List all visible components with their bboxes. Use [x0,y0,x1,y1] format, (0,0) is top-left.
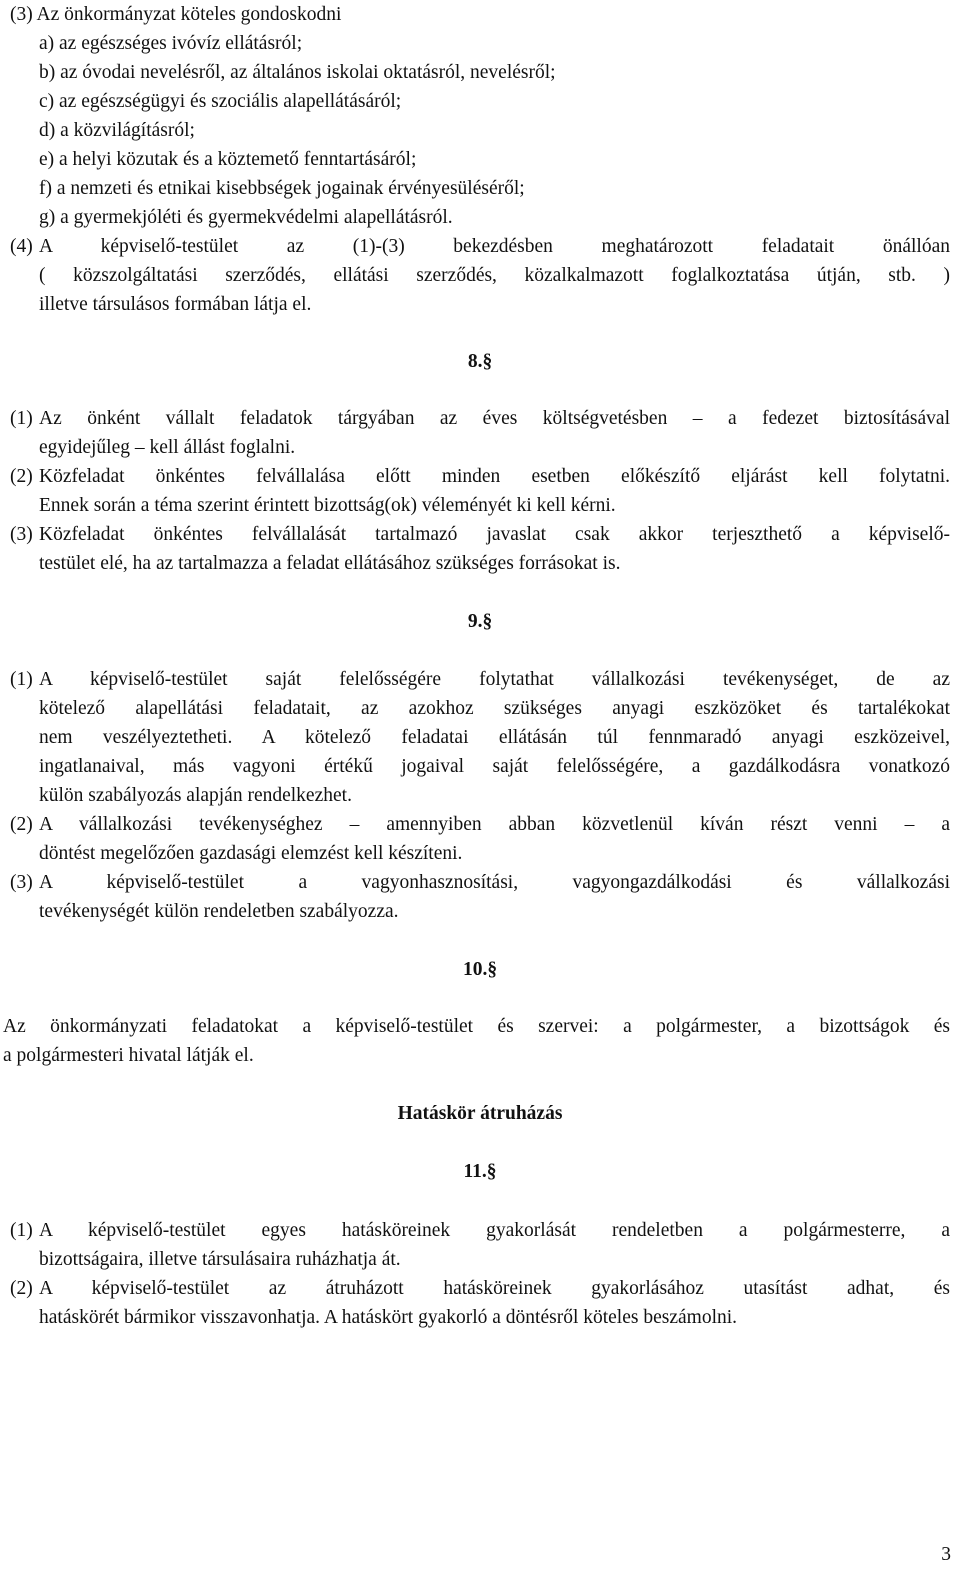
s8-paragraph-2-line-2: Ennek során a téma szerint érintett bizottság(ok) véleményét ki kell kérni. [39,495,616,516]
paragraph-4-line-3: illetve társulásos formában látja el. [39,294,312,315]
s8-paragraph-3: (3) Közfeladat önkéntes felvállalását tartalmazó javaslat csak akkor terjeszthető a képviselő- [10,524,950,545]
s10-paragraph: Az önkormányzati feladatokat a képviselő-testület és szervei: a polgármester, a bizottságok és [3,1016,950,1037]
paragraph-4: (4) A képviselő-testület az (1)-(3) bekezdésben meghatározott feladatait önállóan [10,236,950,257]
s9-paragraph-2-line-2: döntést megelőzően gazdasági elemzést kell készíteni. [39,843,463,864]
s9-paragraph-1-line-2: kötelező alapellátási feladatait, az azokhoz szükséges anyagi eszközöket és tartalékokat [39,698,950,719]
s9-paragraph-1: (1) A képviselő-testület saját felelősségére folytathat vállalkozási tevékenységet, de az [10,669,950,690]
page-number: 3 [941,1544,951,1565]
s11-paragraph-2: (2) A képviselő-testület az átruházott hatásköreinek gyakorlásához utasítást adhat, és [10,1278,950,1299]
section-11-title: 11.§ [463,1161,497,1182]
s10-paragraph-line-2: a polgármesteri hivatal látják el. [3,1045,254,1066]
s9-paragraph-3: (3) A képviselő-testület a vagyonhasznosítási, vagyongazdálkodási és vállalkozási [10,872,950,893]
s11-paragraph-2-line-2: hatáskörét bármikor visszavonhatja. A hatáskört gyakorló a döntésről köteles beszámolni. [39,1307,738,1328]
s11-paragraph-1-line-2: bizottságaira, illetve társulásaira ruházhatja át. [39,1249,401,1270]
subheading-hataskor-atruhazas: Hatáskör átruházás [397,1103,563,1124]
section-10-title: 10.§ [462,959,498,980]
s8-paragraph-1-line-2: egyidejűleg – kell állást foglalni. [39,437,296,458]
list-item-f: f) a nemzeti és etnikai kisebbségek jogainak érvényesüléséről; [39,178,525,199]
s9-paragraph-1-line-4: ingatlanaival, más vagyoni értékű jogaival saját felelősségére, a gazdálkodásra vonatkozó [39,756,950,777]
list-item-d: d) a közvilágításról; [39,120,195,141]
section-9-title: 9.§ [467,611,493,632]
s9-paragraph-1-line-3: nem veszélyeztetheti. A kötelező feladatai ellátásán túl fennmaradó anyagi eszközeivel, [39,727,950,748]
s9-paragraph-3-line-2: tevékenységét külön rendeletben szabályozza. [39,901,399,922]
section-sign: § [486,1161,497,1182]
section-sign: § [482,351,493,372]
list-item-a: a) az egészséges ivóvíz ellátásról; [39,33,303,54]
s8-paragraph-1: (1) Az önként vállalt feladatok tárgyában az éves költségvetésben – a fedezet biztosításával [10,408,950,429]
section-sign: § [482,611,493,632]
paragraph-4-line-2: ( közszolgáltatási szerződés, ellátási szerződés, közalkalmazott foglalkoztatása útján, stb. ) [39,265,950,286]
s11-paragraph-1: (1) A képviselő-testület egyes hatásköreinek gyakorlását rendeletben a polgármesterre, a [10,1220,950,1241]
section-sign: § [487,959,498,980]
list-item-b: b) az óvodai nevelésről, az általános iskolai oktatásról, nevelésről; [39,62,556,83]
list-item-c: c) az egészségügyi és szociális alapellátásáról; [39,91,402,112]
section-8-title: 8.§ [467,351,493,372]
paragraph-3-heading: (3) Az önkormányzat köteles gondoskodni [10,4,342,25]
s9-paragraph-1-line-5: külön szabályozás alapján rendelkezhet. [39,785,352,806]
s8-paragraph-2: (2) Közfeladat önkéntes felvállalása előtt minden esetben előkészítő eljárást kell folytatni. [10,466,950,487]
list-item-g: g) a gyermekjóléti és gyermekvédelmi alapellátásról. [39,207,453,228]
s9-paragraph-2: (2) A vállalkozási tevékenységhez – amennyiben abban közvetlenül kíván részt venni – a [10,814,950,835]
list-item-e: e) a helyi közutak és a köztemető fenntartásáról; [39,149,417,170]
s8-paragraph-3-line-2: testület elé, ha az tartalmazza a feladat ellátásához szükséges forrásokat is. [39,553,621,574]
